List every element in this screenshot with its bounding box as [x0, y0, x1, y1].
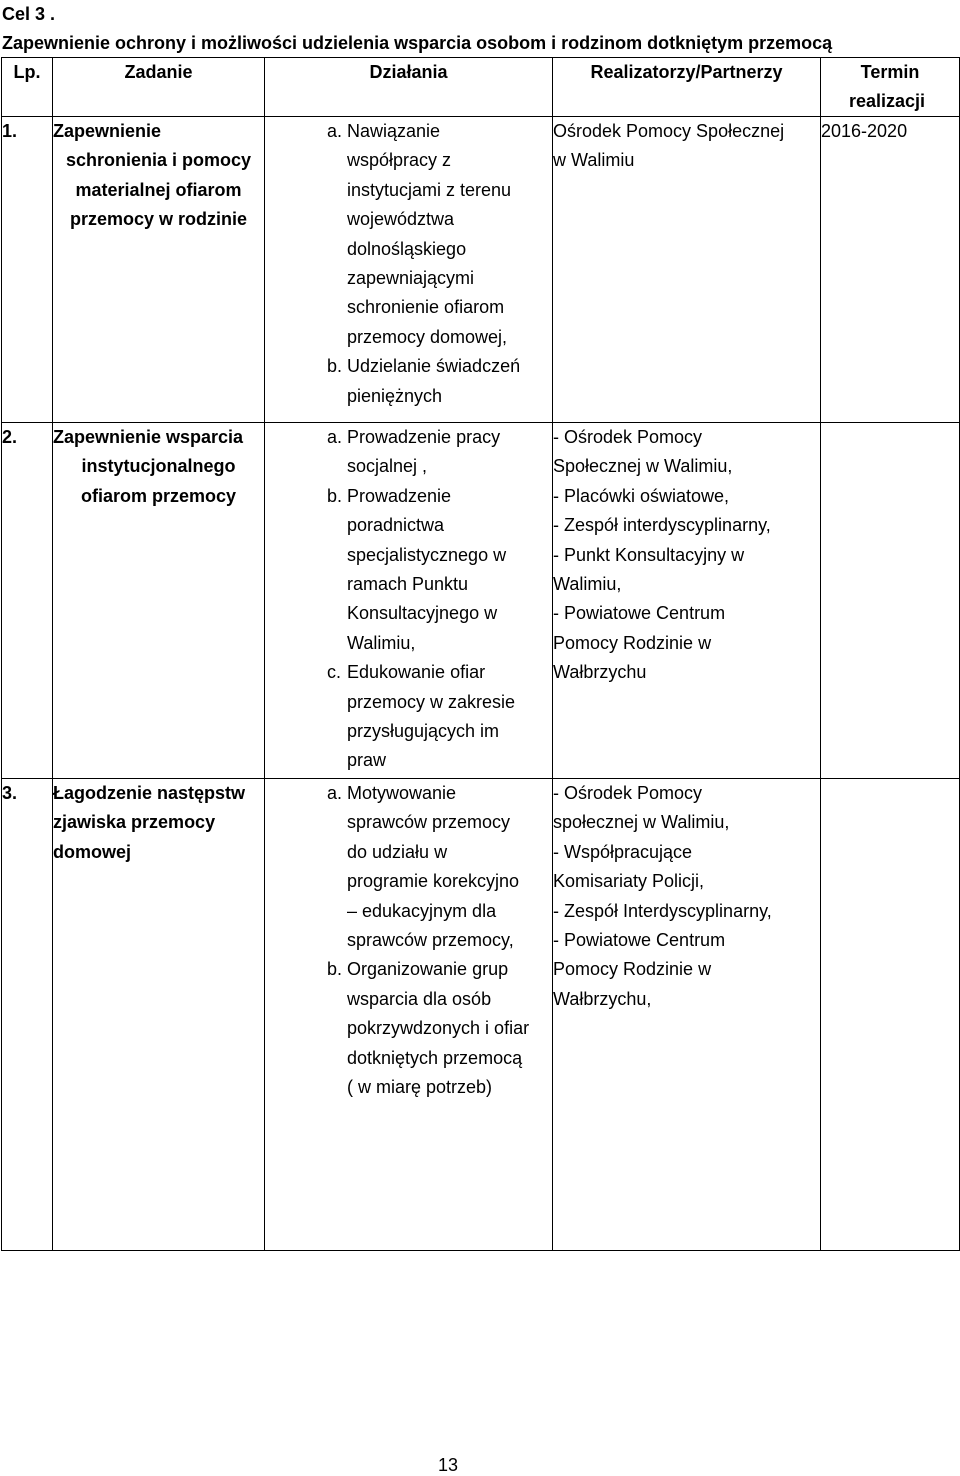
action-line: zapewniającymi	[347, 268, 475, 289]
action-item	[265, 352, 552, 411]
action-marker: a.	[327, 783, 343, 803]
action-line: Organizowanie grup	[347, 959, 509, 980]
action-line: poradnictwa	[347, 515, 445, 536]
action-line: Nawiązanie	[347, 121, 441, 141]
actions-cell	[265, 117, 553, 423]
task-line: materialnej ofiarom	[75, 179, 242, 200]
action-line: sprawców przemocy,	[347, 930, 514, 951]
action-line: Udzielanie świadczeń	[347, 356, 521, 377]
table-row	[2, 779, 960, 1251]
action-line: Edukowanie ofiar	[347, 662, 486, 683]
realizer-line: Pomocy Rodzinie w	[553, 959, 712, 980]
goal-table	[1, 57, 960, 1251]
action-line: przysługujących im	[347, 721, 500, 742]
action-item	[265, 117, 552, 352]
realizer-line: - Ośrodek Pomocy	[553, 783, 703, 803]
action-line: programie korekcyjno	[347, 871, 520, 892]
goal-label: Cel 3 .	[2, 4, 56, 24]
action-item	[265, 482, 552, 658]
action-line: – edukacyjnym dla	[347, 900, 497, 921]
realizer-line: - Punkt Konsultacyjny w	[553, 544, 745, 565]
header-realizers: Realizatorzy/Partnerzy	[553, 58, 821, 117]
action-line: Konsultacyjnego w	[347, 603, 498, 624]
row-number: 1.	[2, 117, 53, 423]
action-line: schronienie ofiarom	[347, 297, 505, 318]
task-line: Łagodzenie następstw	[53, 783, 246, 803]
action-line: specjalistycznego w	[347, 544, 507, 565]
task-cell	[53, 117, 265, 423]
task-line: ofiarom przemocy	[80, 485, 237, 506]
task-line: przemocy w rodzinie	[69, 209, 248, 230]
action-line: pokrzywdzonych i ofiar	[347, 1018, 530, 1039]
realizers-cell	[553, 779, 821, 1251]
realizer-line: - Ośrodek Pomocy	[553, 427, 703, 447]
action-marker: a.	[327, 427, 343, 447]
action-line: województwa	[347, 209, 455, 230]
action-line: socjalnej ,	[347, 456, 428, 477]
realizer-line: - Placówki oświatowe,	[553, 485, 730, 506]
goal-title: Zapewnienie ochrony i możliwości udzielenia wsparcia osobom i rodzinom dotkniętym przemocą	[2, 33, 833, 53]
realizer-line: - Powiatowe Centrum	[553, 603, 726, 624]
action-line: przemocy domowej,	[347, 326, 508, 347]
task-line: zjawiska przemocy	[53, 812, 216, 833]
action-item	[265, 423, 552, 482]
action-marker: b.	[327, 485, 343, 506]
realizer-line: Pomocy Rodzinie w	[553, 632, 712, 653]
action-line: instytucjami z terenu	[347, 179, 512, 200]
action-line: wsparcia dla osób	[347, 988, 492, 1009]
realizers-cell	[553, 117, 821, 423]
task-cell	[53, 423, 265, 779]
realizer-line: Ośrodek Pomocy Społecznej	[553, 121, 785, 141]
action-item	[265, 955, 552, 1102]
action-line: Prowadzenie pracy	[347, 427, 501, 447]
realizer-line: Wałbrzychu	[553, 662, 647, 683]
actions-list	[265, 423, 552, 776]
task-line: Zapewnienie wsparcia	[53, 427, 244, 447]
term-cell	[821, 423, 960, 779]
action-line: Walimiu,	[347, 632, 416, 653]
action-line: współpracy z	[347, 150, 452, 171]
actions-cell	[265, 423, 553, 779]
realizer-line: - Powiatowe Centrum	[553, 930, 726, 951]
realizer-line: - Zespół interdyscyplinarny,	[553, 515, 771, 536]
task-cell	[53, 779, 265, 1251]
action-line: dolnośląskiego	[347, 238, 467, 259]
header-term-line1: Termin	[860, 62, 920, 82]
action-line: sprawców przemocy	[347, 812, 511, 833]
action-item	[265, 658, 552, 776]
action-item	[265, 779, 552, 955]
task-line: Zapewnienie	[53, 121, 162, 141]
realizers-cell	[553, 423, 821, 779]
header-term-line2: realizacji	[848, 91, 925, 111]
action-line: praw	[347, 750, 387, 771]
realizer-line: - Współpracujące	[553, 841, 693, 862]
task-line: domowej	[53, 841, 132, 862]
action-marker: b.	[327, 959, 343, 980]
header-lp: Lp.	[2, 58, 53, 117]
action-marker: c.	[327, 662, 342, 683]
action-line: Prowadzenie	[347, 485, 452, 506]
action-line: dotkniętych przemocą	[347, 1047, 523, 1068]
table-header-row	[2, 58, 960, 117]
realizer-line: Wałbrzychu,	[553, 988, 652, 1009]
action-marker: b.	[327, 356, 343, 377]
action-line: ( w miarę potrzeb)	[347, 1077, 493, 1098]
page-number: 13	[438, 1455, 459, 1475]
row-number: 2.	[2, 423, 53, 779]
actions-cell	[265, 779, 553, 1251]
realizer-line: Społecznej w Walimiu,	[553, 456, 733, 477]
action-line: Motywowanie	[347, 783, 457, 803]
realizer-line: Komisariaty Policji,	[553, 871, 705, 892]
header-actions: Działania	[265, 58, 553, 117]
header-term	[821, 58, 960, 117]
action-line: do udziału w	[347, 841, 448, 862]
realizer-line: - Zespół Interdyscyplinarny,	[553, 900, 772, 921]
action-line: ramach Punktu	[347, 574, 469, 595]
term-cell: 2016-2020	[821, 117, 960, 423]
table-row	[2, 423, 960, 779]
term-cell	[821, 779, 960, 1251]
actions-list	[265, 117, 552, 411]
realizer-line: społecznej w Walimiu,	[553, 812, 730, 833]
realizer-line: w Walimiu	[553, 150, 635, 171]
task-line: schronienia i pomocy	[65, 150, 252, 171]
action-marker: a.	[327, 121, 343, 141]
header-task: Zadanie	[53, 58, 265, 117]
action-line: przemocy w zakresie	[347, 691, 516, 712]
actions-list	[265, 779, 552, 1102]
task-line: instytucjonalnego	[81, 456, 236, 477]
table-row	[2, 117, 960, 423]
row-number: 3.	[2, 779, 53, 1251]
realizer-line: Walimiu,	[553, 574, 622, 595]
action-line: pieniężnych	[347, 385, 443, 406]
